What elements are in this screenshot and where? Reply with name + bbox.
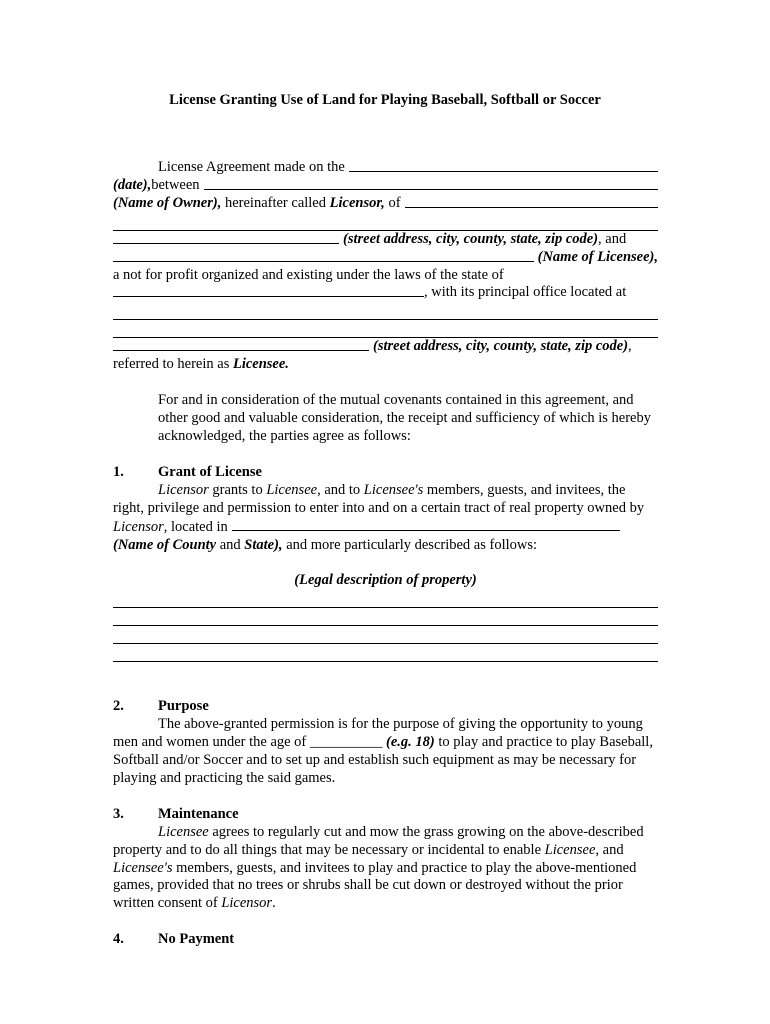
office-address-line-2 <box>113 320 658 338</box>
comma-text: , <box>628 338 632 355</box>
intro-paragraph <box>113 159 658 374</box>
consideration-text: For and in consideration of the mutual covenants contained in this agreement, and other good and valuable consideration, the receipt and sufficiency of which is hereby acknowledged, the parties agree as follows: <box>158 392 651 444</box>
and-text: , and <box>598 230 627 247</box>
licensees-ref: Licensee's <box>363 481 424 498</box>
licensee-ref: Licensee <box>266 481 318 498</box>
section-4-number: 4. <box>113 931 124 948</box>
and-word: and <box>216 536 245 553</box>
purpose-text-b: to play and practice to play Baseball, Softball and/or Soccer and to set up and establish such equipment as may be necessary for playing and practicing the said games. <box>113 734 653 786</box>
date-blank <box>349 159 658 172</box>
intro-made-on: License Agreement made on the <box>158 159 345 175</box>
maint-licensee-2: Licensee <box>544 841 596 858</box>
party-blank <box>204 177 658 190</box>
maint-text-b: , and <box>595 841 624 858</box>
section-3-number: 3. <box>113 805 124 822</box>
state-blank <box>113 284 424 297</box>
section-3-text <box>113 824 658 914</box>
office-address-line-1 <box>113 302 658 320</box>
licensee-name-label: (Name of Licensee), <box>537 248 658 265</box>
document-title: License Granting Use of Land for Playing Baseball, Softball or Soccer <box>169 92 601 108</box>
age-example: (e.g. 18) <box>386 734 435 751</box>
section-2-heading: Purpose <box>158 698 209 715</box>
section-grant <box>113 464 658 662</box>
section-4-heading: No Payment <box>158 931 235 948</box>
section-purpose <box>113 698 658 788</box>
street-label-1: (street address, city, county, state, zip code) <box>343 230 599 247</box>
maint-text-a: agrees to regularly cut and mow the grass growing on the above-described property and to do all things that may be necessary or incidental to enable <box>113 823 644 858</box>
maint-licensor: Licensor <box>221 895 273 912</box>
section-2-text <box>113 716 658 788</box>
document-body <box>113 159 658 949</box>
legal-description-line-2 <box>113 608 658 626</box>
section-1-text <box>113 482 658 537</box>
county-label: (Name of County <box>113 536 217 553</box>
owner-label: (Name of Owner), <box>113 194 222 211</box>
legal-description-line-1 <box>113 590 658 608</box>
street-label-2: (street address, city, county, state, zip code) <box>373 338 629 355</box>
between-text: between <box>151 176 200 193</box>
owner-address-blank <box>405 195 658 208</box>
section-3-heading: Maintenance <box>158 805 239 822</box>
maint-licensees: Licensee's <box>113 859 173 876</box>
maint-text-c: members, guests, and invitees to play and practice to play the above-mentioned games, provided that no trees or shrubs shall be cut down or destroyed without the prior written consent of <box>113 859 637 912</box>
grant-text-d: , located in <box>163 518 228 535</box>
hereinafter-text: hereinafter called <box>221 194 330 211</box>
grant-text-e: and more particularly described as follows: <box>282 536 538 553</box>
office-address-blank <box>113 338 369 351</box>
purpose-text-a: The above-granted permission is for the purpose of giving the opportunity to young men and women under the age of <box>113 716 643 751</box>
principal-office-text: , with its principal office located at <box>424 284 627 301</box>
consideration-paragraph <box>113 392 658 446</box>
legal-description-label: (Legal description of property) <box>294 572 477 589</box>
section-1-number: 1. <box>113 463 124 480</box>
licensor-ref-2: Licensor <box>113 518 164 535</box>
grant-text-c: members, guests, and invitees, the right, privilege and permission to enter into and on a certain tract of real property owned by <box>113 481 645 516</box>
licensor-term: Licensor, <box>329 194 385 211</box>
section-1-heading: Grant of License <box>158 463 262 480</box>
section-maintenance <box>113 806 658 913</box>
age-blank: __________ <box>309 734 383 751</box>
state-label: State), <box>244 536 283 553</box>
referred-text: referred to herein as <box>113 356 233 373</box>
legal-description-line-3 <box>113 626 658 644</box>
county-blank <box>232 518 620 531</box>
date-label: (date), <box>113 176 152 193</box>
licensor-ref: Licensor <box>158 481 209 498</box>
maint-licensee: Licensee <box>158 823 209 840</box>
legal-description-line-4 <box>113 644 658 662</box>
licensee-term: Licensee. <box>232 356 289 373</box>
grant-text-a: grants to <box>208 481 267 498</box>
section-no-payment <box>113 931 658 949</box>
maint-text-d: . <box>272 895 276 912</box>
owner-address-blank-2 <box>113 231 339 244</box>
section-2-number: 2. <box>113 698 124 715</box>
licensee-name-blank <box>113 249 534 262</box>
of-text: of <box>384 194 401 211</box>
owner-address-line <box>113 213 658 231</box>
not-for-profit-text: a not for profit organized and existing under the laws of the state of <box>113 266 504 283</box>
grant-text-b: , and to <box>317 481 364 498</box>
